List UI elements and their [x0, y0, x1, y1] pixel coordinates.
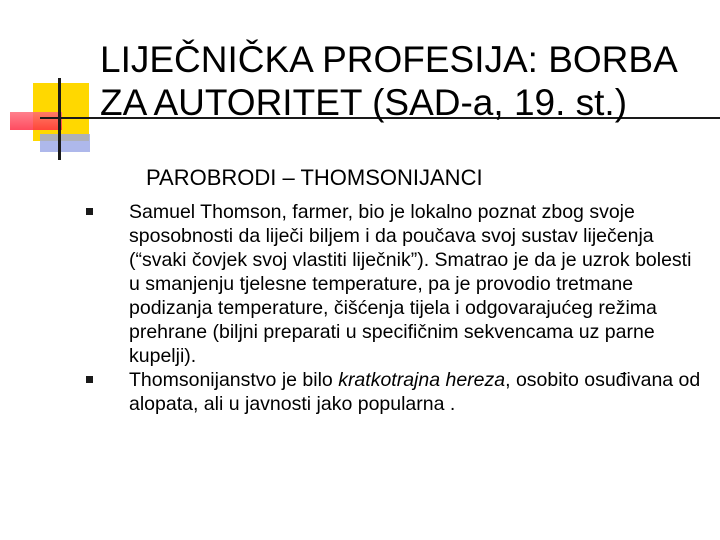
square-bullet-icon: [86, 376, 93, 383]
bullet-text-end: , osobito osuđivana od alopata, ali u javnosti jako popularna .: [129, 369, 701, 415]
slide-subtitle: PAROBRODI – THOMSONIJANCI: [146, 165, 483, 190]
bullet-text-italic: kratkotrajna hereza: [338, 369, 506, 391]
logo-red-bar: [10, 112, 62, 130]
bullet-item: [84, 368, 704, 416]
bullet-text-start: Thomsonijanstvo je bilo: [129, 369, 339, 391]
slide-title: LIJEČNIČKA PROFESIJA: BORBA ZA AUTORITET (SAD-a, 19. st.): [100, 39, 676, 123]
logo-vertical-line: [58, 78, 61, 160]
logo-blue-bar: [40, 134, 90, 152]
bullet-item: [84, 200, 704, 368]
bullet-list: [84, 200, 704, 416]
square-bullet-icon: [86, 208, 93, 215]
bullet-text: Samuel Thomson, farmer, bio je lokalno poznat zbog svoje sposobnosti da liječi biljem i da poučava svoj sustav liječenja (“svaki čovjek svoj vlastiti liječnik”). Smatrao je da je uzrok bolesti u smanjenju tjelesne temperature, pa je provodio tretmane podizanja temperature, čišćenja tijela i odgovarajućeg režima prehrane (biljni preparati u specifičnim sekvencama uz parne kupelji).: [129, 201, 692, 367]
